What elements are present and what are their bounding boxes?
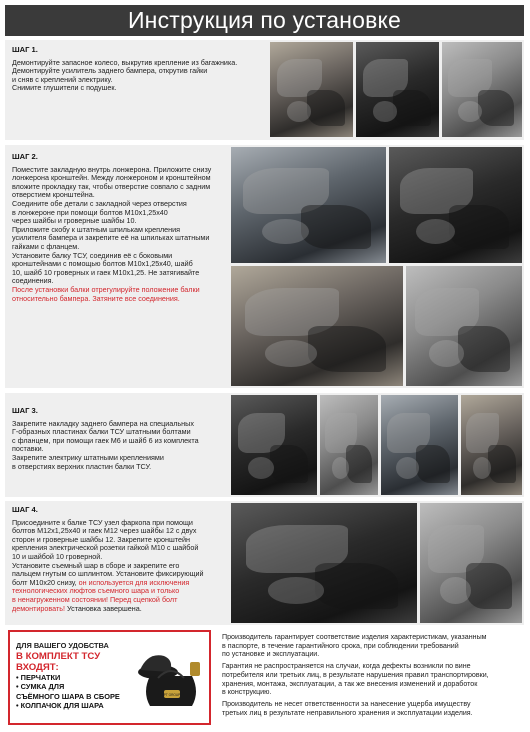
step-4-line: пальцем гнутым со шплинтом. Установите фиксирующий <box>12 569 204 579</box>
step-2-photo-2 <box>389 147 522 263</box>
warranty-line: Производитель гарантирует соответствие изделия характеристикам, указанным <box>222 633 487 641</box>
step-3-line: с фланцем, при помощи гаек М6 и шайб 6 из комплекта <box>12 435 199 445</box>
step-2-line: в лонжероне при помощи болтов М10х1,25х40 <box>12 207 168 217</box>
step-2-warning-line: относительно бампера. Затяните все соединения. <box>12 293 180 303</box>
step-3-photo-1 <box>231 395 317 495</box>
kit-contents-heading: ВХОДЯТ: <box>16 661 59 673</box>
svg-text:PT GROUP: PT GROUP <box>163 693 181 697</box>
warranty-line: в паспорте, в течение гарантийного срока, при соблюдении требований <box>222 641 459 650</box>
step-4-warning-line: технологических люфтов съемного шара и только <box>12 586 180 596</box>
warranty-notice <box>222 633 522 720</box>
step-2-line: кронштейнами с помощью болтов М10х1,25х40, шайб <box>12 259 193 269</box>
step-1-photo-2 <box>356 42 439 137</box>
step-2-heading: ШАГ 2. <box>12 152 38 161</box>
step-4-line: крепления электрической розетки гайкой М10 с шайбой <box>12 543 199 553</box>
step-1-photo-3 <box>442 42 522 137</box>
step-4-warning-start: он используется для исключения <box>76 577 190 587</box>
step-4-line <box>12 605 204 614</box>
step-2-line: через шайбы и гроверные шайбы 10. <box>12 216 137 226</box>
step-1-text <box>12 46 237 93</box>
step-2-warning-line: После установки балки отрегулируйте положение балки <box>12 284 200 294</box>
warranty-paragraph <box>222 662 522 697</box>
ball-cap-icon <box>190 662 200 676</box>
step-4-completion: Установка завершена. <box>65 603 142 613</box>
title-bar <box>5 5 524 36</box>
step-2-line: усилителя бампера и закрепите её на шпильках штатными <box>12 233 210 243</box>
step-4-line-start: болт М10х20 снизу, <box>12 577 77 587</box>
step-3-photo-3 <box>381 395 458 495</box>
step-2-line: гайками с фланцем. <box>12 241 80 251</box>
step-2-line: Поместите закладную внутрь лонжерона. Приложите снизу <box>12 164 212 174</box>
kit-bag-image <box>130 642 208 712</box>
step-3-panel <box>5 393 524 497</box>
kit-item: • ПЕРЧАТКИ <box>16 672 61 682</box>
step-2-line: лонжерона кронштейн. Между лонжероном и кронштейном <box>12 173 211 183</box>
step-2-line: Приложите скобу к штатным шпилькам крепления <box>12 224 181 234</box>
step-4-panel <box>5 501 524 625</box>
step-1-line: Снимите глушители с подушек. <box>12 83 117 93</box>
step-1-line: Демонтируйте усилитель заднего бампера, открутив гайки <box>12 66 208 76</box>
kit-contents-text <box>16 641 120 711</box>
page-title: Инструкция по установке <box>127 7 402 33</box>
kit-item: • КОЛПАЧОК ДЛЯ ШАРА <box>16 701 104 711</box>
warranty-paragraph <box>222 700 522 717</box>
step-1-heading: ШАГ 1. <box>12 45 38 54</box>
warranty-line: третьих лиц в результате неправильного хранения и эксплуатации изделия. <box>222 708 473 717</box>
step-3-line: Закрепите электрику штатными креплениями <box>12 452 164 462</box>
kit-contents-box <box>8 630 211 725</box>
step-2-line: 10, шайб 10 гроверных и гаек М10х1,25. Не затягивайте <box>12 267 200 277</box>
step-2-line: соединения. <box>12 276 54 286</box>
warranty-line: Гарантия не распространяется на случаи, когда дефекты возникли по вине <box>222 662 471 671</box>
warranty-line: по установке и эксплуатации. <box>222 650 320 659</box>
warranty-line: хранения, монтажа, эксплуатации, а так же внесения изменений и доработок <box>222 679 478 688</box>
step-4-warning-end: демонтировать! <box>12 603 66 613</box>
step-2-line: отверстием кронштейна. <box>12 190 95 200</box>
warranty-line: Производитель не несет ответственности за нанесение ущерба имуществу <box>222 699 471 708</box>
step-1-panel <box>5 40 524 140</box>
step-4-line: Присоедините к балке ТСУ узел фаркопа при помощи <box>12 517 193 527</box>
step-3-line: в отверстиях верхних пластин балки ТСУ. <box>12 461 152 471</box>
kit-item: СЪЁМНОГО ШАРА В СБОРЕ <box>16 691 120 701</box>
step-4-photo-2 <box>420 503 522 623</box>
kit-contents-heading: В КОМПЛЕКТ ТСУ <box>16 650 101 662</box>
step-2-line: вложите прокладку так, чтобы отверстие совпало с задним <box>12 181 211 191</box>
step-4-warning-line: в ненагруженном состоянии! Перед сцепкой болт <box>12 594 178 604</box>
warranty-line: потребителя или третьих лиц, в результате нарушения правил транспортировки, <box>222 670 489 679</box>
warranty-paragraph <box>222 633 522 659</box>
step-4-heading: ШАГ 4. <box>12 505 38 514</box>
step-2-text <box>12 153 211 303</box>
step-3-heading: ШАГ 3. <box>12 406 38 415</box>
step-1-photo-1 <box>270 42 353 137</box>
step-4-line: болтов М12х1,25х40 и гаек М12 через шайбы 12 с двух <box>12 526 197 536</box>
step-2-photo-1 <box>231 147 386 263</box>
step-3-photo-4 <box>461 395 522 495</box>
step-4-line: 10 и шайбой 10 гроверной. <box>12 551 103 561</box>
kit-item: • СУМКА ДЛЯ <box>16 682 65 692</box>
step-2-photo-3 <box>231 266 403 386</box>
step-2-line: Установите балку ТСУ, соединив её с боковыми <box>12 250 173 260</box>
step-3-line: поставки. <box>12 444 44 454</box>
warranty-line: в конструкцию. <box>222 688 272 697</box>
step-1-line: Демонтируйте запасное колесо, выкрутив крепление из багажника. <box>12 57 238 67</box>
kit-contents-intro: ДЛЯ ВАШЕГО УДОБСТВА <box>16 641 109 650</box>
step-3-line: Закрепите накладку заднего бампера на специальных <box>12 418 194 428</box>
step-2-line: Соедините обе детали с закладной через отверстия <box>12 198 187 208</box>
step-3-photo-2 <box>320 395 378 495</box>
step-4-line: Установите съемный шар в сборе и закрепите его <box>12 560 180 570</box>
step-3-line: Г-образных пластинах балки ТСУ штатными болтами <box>12 427 191 437</box>
step-3-text <box>12 407 199 471</box>
step-2-photo-4 <box>406 266 522 386</box>
step-4-photo-1 <box>231 503 417 623</box>
step-2-panel <box>5 145 524 388</box>
step-4-text <box>12 506 204 613</box>
step-4-line: сторон и гроверные шайбы 12. Закрепите кронштейн <box>12 534 190 544</box>
step-1-line: и сняв с креплений электрику. <box>12 74 113 84</box>
